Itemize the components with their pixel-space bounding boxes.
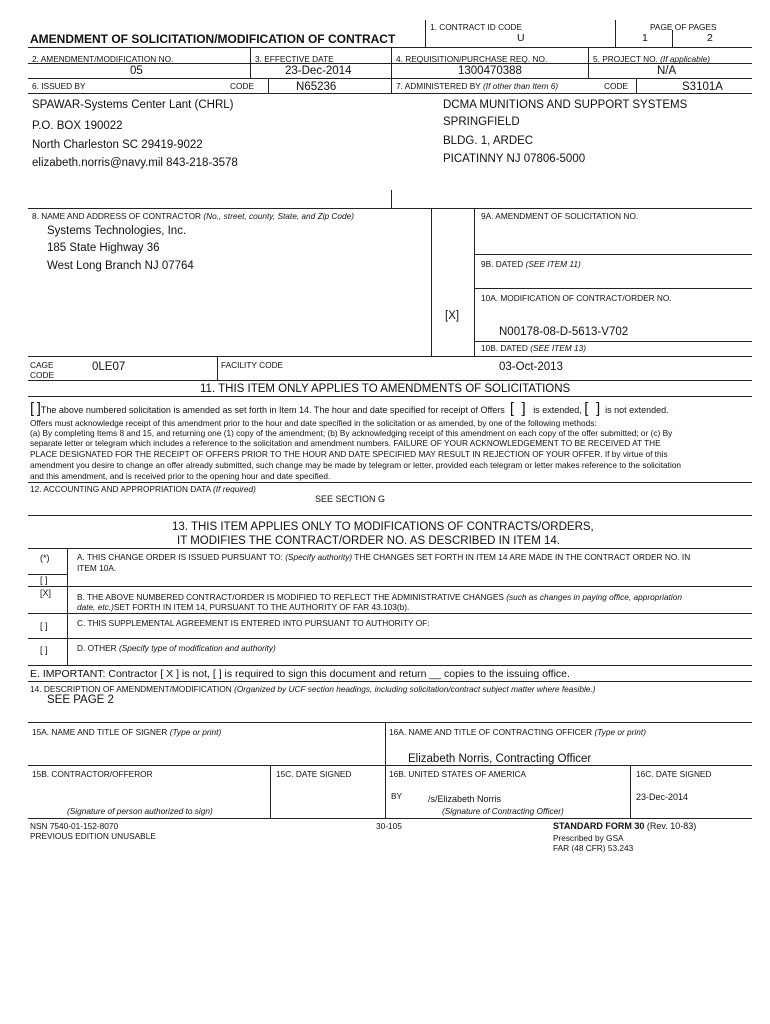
bracket-close: ] bbox=[36, 400, 41, 417]
contractor-line: West Long Branch NJ 07764 bbox=[47, 260, 194, 272]
item-16a-value: Elizabeth Norris, Contracting Officer bbox=[408, 753, 592, 765]
issued-code-value: N65236 bbox=[296, 81, 337, 93]
issued-by-label: 6. ISSUED BY bbox=[32, 81, 86, 91]
item-14-label-text: 14. DESCRIPTION OF AMENDMENT/MODIFICATION bbox=[30, 684, 232, 694]
item-10a-value: N00178-08-D-5613-V702 bbox=[499, 326, 629, 338]
item-13d-note: (Specify type of modification and authority) bbox=[118, 643, 276, 653]
contractor-line: 185 State Highway 36 bbox=[47, 242, 160, 254]
item-10b-label-text: 10B. DATED bbox=[481, 343, 528, 353]
item-10b-label-note: (SEE ITEM 13) bbox=[530, 343, 586, 353]
item-16c-label: 16C. DATE SIGNED bbox=[636, 769, 712, 779]
contractor-label bbox=[32, 211, 354, 221]
item-13b-line1 bbox=[77, 592, 682, 602]
item-12-value: SEE SECTION G bbox=[315, 494, 386, 504]
item-13d-line bbox=[77, 643, 276, 653]
item-13a2-mark: [ ] bbox=[40, 575, 48, 585]
item-13b-mark: [X] bbox=[40, 588, 52, 598]
effective-date-value: 23-Dec-2014 bbox=[285, 65, 352, 77]
item-11-para: separate letter or telegram which includes a reference to the solicitation and amendment numbers. FAILURE OF YOUR ACKNOWLEDGEMENT TO BE RECEIVED AT THE bbox=[30, 438, 661, 448]
item-15a-label-note: (Type or print) bbox=[169, 727, 222, 737]
cage-label-2: CODE bbox=[30, 370, 54, 380]
item-12-label bbox=[30, 484, 256, 494]
item-15c-label: 15C. DATE SIGNED bbox=[276, 769, 352, 779]
item-10a-label: 10A. MODIFICATION OF CONTRACT/ORDER NO. bbox=[481, 293, 672, 303]
contractor-line: Systems Technologies, Inc. bbox=[47, 225, 187, 237]
item-11-heading: 11. THIS ITEM ONLY APPLIES TO AMENDMENTS OF SOLICITATIONS bbox=[200, 383, 571, 395]
item-15a-label bbox=[32, 727, 221, 737]
item-9b-label-note: (SEE ITEM 11) bbox=[525, 259, 581, 269]
administered-line: BLDG. 1, ARDEC bbox=[443, 135, 534, 147]
item-16c-value: 23-Dec-2014 bbox=[636, 792, 689, 802]
item-e-copies: __ bbox=[429, 668, 442, 680]
bracket-open: [ bbox=[30, 400, 35, 417]
footer-form-name: STANDARD FORM 30 bbox=[553, 821, 645, 831]
project-label-note: (If applicable) bbox=[660, 54, 710, 64]
item-13c-text: C. THIS SUPPLEMENTAL AGREEMENT IS ENTERED INTO PURSUANT TO AUTHORITY OF: bbox=[77, 618, 430, 628]
cage-label-1: CAGE bbox=[30, 360, 54, 370]
item-15a-label-text: 15A. NAME AND TITLE OF SIGNER bbox=[32, 727, 168, 737]
co-signature: /s/Elizabeth Norris bbox=[428, 794, 502, 804]
administered-line: SPRINGFIELD bbox=[443, 116, 520, 128]
form-title: AMENDMENT OF SOLICITATION/MODIFICATION OF CONTRACT bbox=[30, 32, 396, 46]
page-number: 1 bbox=[642, 32, 648, 44]
pages-total: 2 bbox=[707, 32, 713, 44]
issued-by-line: North Charleston SC 29419-9022 bbox=[32, 139, 203, 151]
administered-code-value: S3101A bbox=[682, 81, 723, 93]
item-11-para: and this amendment, and is received prior to the opening hour and date specified. bbox=[30, 471, 331, 481]
item-9b-label-text: 9B. DATED bbox=[481, 259, 524, 269]
item-11-text-a: The above numbered solicitation is amended as set forth in Item 14. The hour and date specified for receipt of Offers bbox=[40, 405, 505, 415]
issued-code-label: CODE bbox=[230, 81, 254, 91]
item-10b-value: 03-Oct-2013 bbox=[499, 361, 563, 373]
contractor-is-required-box: [ ] bbox=[212, 668, 222, 680]
item-14-label bbox=[30, 684, 595, 694]
item-e-text-c: is required to sign this document and return bbox=[224, 668, 427, 680]
requisition-label: 4. REQUISITION/PURCHASE REQ. NO. bbox=[396, 54, 548, 64]
item-11-line1 bbox=[30, 400, 669, 417]
item-14-label-note: (Organized by UCF section headings, including solicitation/contract subject matter where feasible.) bbox=[234, 684, 596, 694]
item-13d-mark: [ ] bbox=[40, 645, 48, 655]
administered-label bbox=[396, 81, 558, 91]
footer-prev-edition: PREVIOUS EDITION UNUSABLE bbox=[30, 831, 156, 841]
bracket-close: ] bbox=[595, 400, 601, 417]
issued-by-line: elizabeth.norris@navy.mil 843-218-3578 bbox=[32, 157, 238, 169]
footer-far: FAR (48 CFR) 53.243 bbox=[553, 843, 634, 853]
administered-line: DCMA MUNITIONS AND SUPPORT SYSTEMS bbox=[443, 99, 688, 111]
item-13a-note: (Specify authority) bbox=[285, 552, 353, 562]
item-e-text-d: copies to the issuing office. bbox=[444, 668, 570, 680]
item-16a-label bbox=[389, 727, 646, 737]
administered-line: PICATINNY NJ 07806-5000 bbox=[443, 153, 586, 165]
contract-id-value: U bbox=[517, 32, 525, 44]
item-9b-label bbox=[481, 259, 581, 269]
item-13b-note-2: date, etc.) bbox=[77, 602, 114, 612]
administered-label-note: (If other than Item 6) bbox=[483, 81, 559, 91]
footer-form bbox=[553, 821, 696, 831]
item-e-text-b: is not, bbox=[181, 668, 210, 680]
item-10b-label bbox=[481, 343, 586, 353]
by-label: BY bbox=[391, 791, 403, 801]
item-13b-text-2: SET FORTH IN ITEM 14, PURSUANT TO THE AUTHORITY OF FAR 43.103(b). bbox=[113, 602, 410, 612]
item-13c-mark: [ ] bbox=[40, 621, 48, 631]
item-16a-label-text: 16A. NAME AND TITLE OF CONTRACTING OFFICER bbox=[389, 727, 593, 737]
item-9a-label: 9A. AMENDMENT OF SOLICITATION NO. bbox=[481, 211, 639, 221]
contractor-label-note: (No., street, county, State, and Zip Code) bbox=[203, 211, 355, 221]
project-value: N/A bbox=[657, 65, 677, 77]
item-13b-note: (such as changes in paying office, appropriation bbox=[506, 592, 682, 602]
issued-by-line: P.O. BOX 190022 bbox=[32, 120, 123, 132]
contractor-is-not-box: [ X ] bbox=[160, 668, 179, 680]
item-11-text-b: is extended, bbox=[533, 405, 582, 415]
contractor-signature-note: (Signature of person authorized to sign) bbox=[67, 806, 213, 816]
footer-prescribed: Prescribed by GSA bbox=[553, 833, 624, 843]
item-13a-line1 bbox=[77, 552, 690, 562]
footer-nsn: NSN 7540-01-152-8070 bbox=[30, 821, 119, 831]
item-13a-text: A. THIS CHANGE ORDER IS ISSUED PURSUANT TO: bbox=[77, 552, 283, 562]
item-13-heading-2: IT MODIFIES THE CONTRACT/ORDER NO. AS DESCRIBED IN ITEM 14. bbox=[177, 535, 560, 547]
item-14-value: SEE PAGE 2 bbox=[47, 694, 114, 706]
facility-code-label: FACILITY CODE bbox=[221, 360, 284, 370]
item-e-line bbox=[30, 668, 570, 680]
bracket-close: ] bbox=[521, 400, 526, 417]
bracket-open: [ bbox=[509, 400, 514, 417]
item-16a-label-note: (Type or print) bbox=[594, 727, 646, 737]
footer-code: 30-105 bbox=[376, 821, 402, 831]
cage-value: 0LE07 bbox=[92, 361, 126, 373]
item-13-heading-1: 13. THIS ITEM APPLIES ONLY TO MODIFICATIONS OF CONTRACTS/ORDERS, bbox=[172, 521, 594, 533]
administered-code-label: CODE bbox=[604, 81, 628, 91]
project-label-text: 5. PROJECT NO. bbox=[593, 54, 658, 64]
item-e-text-a: E. IMPORTANT: Contractor bbox=[30, 668, 158, 680]
item-13b-line2 bbox=[77, 602, 409, 612]
item-13a-mark: (*) bbox=[40, 553, 50, 563]
item-13a-text-2: THE CHANGES SET FORTH IN ITEM 14 ARE MADE IN THE CONTRACT ORDER NO. IN bbox=[354, 552, 691, 562]
page-of-pages-label: PAGE OF PAGES bbox=[650, 22, 717, 32]
item-13a-line2: ITEM 10A. bbox=[77, 563, 117, 573]
amendment-value: 05 bbox=[130, 65, 143, 77]
item-12-label-text: 12. ACCOUNTING AND APPROPRIATION DATA bbox=[30, 484, 211, 494]
item-11-text-c: is not extended. bbox=[605, 405, 669, 415]
item-11-para: amendment you desire to change an offer already submitted, such change may be made by telegram or letter, provided each telegram or letter makes reference to the solicitation bbox=[30, 460, 682, 470]
contract-id-label: 1. CONTRACT ID CODE bbox=[430, 22, 523, 32]
item-16b-label: 16B. UNITED STATES OF AMERICA bbox=[389, 769, 527, 779]
footer-form-rev: (Rev. 10-83) bbox=[646, 821, 697, 831]
amendment-label: 2. AMENDMENT/MODIFICATION NO. bbox=[32, 54, 174, 64]
item-12-label-note: (If required) bbox=[213, 484, 256, 494]
issued-by-line: SPAWAR-Systems Center Lant (CHRL) bbox=[32, 99, 234, 111]
item-11-para: (a) By completing Items 8 and 15, and returning one (1) copy of the amendment; (b) By acknowledging receipt of this amendment on each copy of the offer submitted; or (c) By bbox=[30, 428, 673, 438]
project-label bbox=[593, 54, 710, 64]
item-11-para: Offers must acknowledge receipt of this amendment prior to the hour and date specified in the solicitation or as amended, by one of the following methods: bbox=[30, 418, 597, 428]
effective-date-label: 3. EFFECTIVE DATE bbox=[255, 54, 334, 64]
item-15b-label: 15B. CONTRACTOR/OFFEROR bbox=[32, 769, 153, 779]
item-11-para: PLACE DESIGNATED FOR THE RECEIPT OF OFFERS PRIOR TO THE HOUR AND DATE SPECIFIED MAY RESULT IN REJECTION OF YOUR OFFER. If by virtue of this bbox=[30, 449, 668, 459]
administered-label-text: 7. ADMINISTERED BY bbox=[396, 81, 481, 91]
item-13b-text: B. THE ABOVE NUMBERED CONTRACT/ORDER IS MODIFIED TO REFLECT THE ADMINISTRATIVE CHANGES bbox=[77, 592, 504, 602]
item-10-checkbox: [X] bbox=[445, 310, 460, 322]
co-signature-note: (Signature of Contracting Officer) bbox=[442, 806, 564, 816]
bracket-open: [ bbox=[584, 400, 589, 417]
item-13d-text: D. OTHER bbox=[77, 643, 117, 653]
contractor-label-text: 8. NAME AND ADDRESS OF CONTRACTOR bbox=[32, 211, 202, 221]
requisition-value: 1300470388 bbox=[458, 65, 522, 77]
